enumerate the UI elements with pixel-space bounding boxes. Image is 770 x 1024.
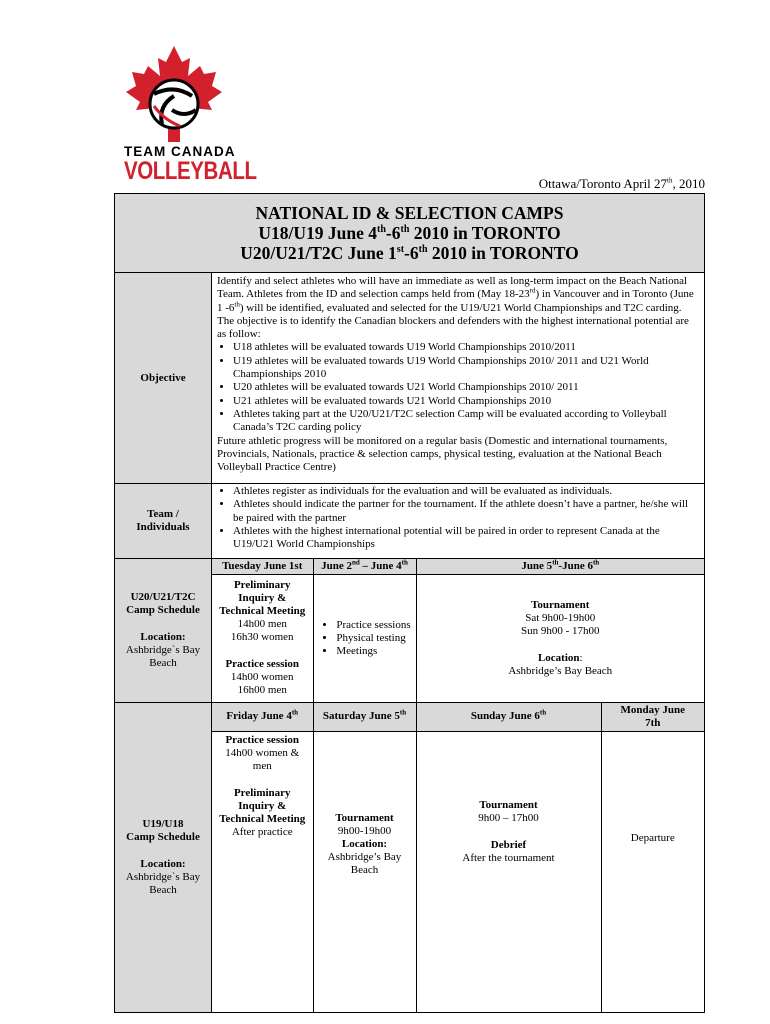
u20-activities-list xyxy=(318,619,410,658)
u19-header-day3: Sunday June 6th xyxy=(416,703,601,731)
u19-header-row xyxy=(212,703,704,731)
list-item: • Physical testing xyxy=(336,632,410,645)
maple-leaf-volleyball-icon xyxy=(118,44,230,146)
team-body xyxy=(212,484,705,559)
u20-label: U20/U21/T2C Camp Schedule Location: Ashbridge`s Bay Beach xyxy=(115,559,212,703)
u19-label: U19/U18 Camp Schedule Location: Ashbridge`s Bay Beach xyxy=(115,703,212,1013)
team-label: Team / Individuals xyxy=(115,484,212,559)
u19-day2-cell: Tournament 9h00-19h00 Location: Ashbridge’s Bay Beach xyxy=(313,731,416,1012)
list-item: • U20 athletes will be evaluated towards U21 World Championships 2010/ 2011 xyxy=(233,381,700,394)
u19-day1-cell: Practice session 14h00 women & men Preliminary Inquiry & Technical Meeting After practice xyxy=(212,731,313,1012)
title-row xyxy=(115,194,705,273)
u19-header-day4: Monday June 7th xyxy=(601,703,704,731)
list-item: • Athletes should indicate the partner for the tournament. If the athlete doesn’t have a partner, he/she will be paired with the partner xyxy=(233,498,700,525)
list-item: • Meetings xyxy=(336,645,410,658)
logo-text-volleyball: VOLLEYBALL xyxy=(124,157,257,185)
list-item: • U18 athletes will be evaluated towards U19 World Championships 2010/2011 xyxy=(233,341,700,354)
u19-header-day2: Saturday June 5th xyxy=(313,703,416,731)
u20-header-row xyxy=(212,559,704,574)
u20-header-day1: Tuesday June 1st xyxy=(212,559,313,574)
u20-schedule-table xyxy=(212,559,704,702)
objective-body xyxy=(212,273,705,484)
u20-day3-cell: Tournament Sat 9h00-19h00 Sun 9h00 - 17h00 Location: Ashbridge’s Bay Beach xyxy=(416,574,704,702)
team-list xyxy=(217,485,700,551)
objective-row xyxy=(115,273,705,484)
team-row xyxy=(115,484,705,559)
u19-day3-cell: Tournament 9h00 – 17h00 Debrief After the tournament xyxy=(416,731,601,1012)
u19-day4-cell: Departure xyxy=(601,731,704,1012)
u20-content-row xyxy=(212,574,704,702)
dateline: Ottawa/Toronto April 27th, 2010 xyxy=(538,176,705,191)
camp-info-table xyxy=(114,193,705,1013)
logo-text-team-canada: TEAM CANADA xyxy=(124,144,236,159)
list-item: • Practice sessions xyxy=(336,619,410,632)
list-item: • Athletes register as individuals for the evaluation and will be evaluated as individuals. xyxy=(233,485,700,498)
list-item: • U19 athletes will be evaluated towards U19 World Championships 2010/ 2011 and U21 World Championships 2010 xyxy=(233,355,700,382)
u19-schedule xyxy=(212,703,705,1013)
objective-outro: Future athletic progress will be monitored on a regular basis (Domestic and international tournaments, Provincials, Nationals, practice & selection camps, physical testing, evaluation at the National Beach Volleyball Practice Centre) xyxy=(217,434,668,474)
objective-label: Objective xyxy=(115,273,212,484)
u19-header-day1: Friday June 4th xyxy=(212,703,313,731)
list-item: • Athletes with the highest international potential will be paired in order to represent Canada at the U19/U21 World Championships xyxy=(233,525,700,552)
list-item: • Athletes taking part at the U20/U21/T2C selection Camp will be evaluated according to Volleyball Canada’s T2C carding policy xyxy=(233,408,700,435)
u20-header-day3: June 5th-June 6th xyxy=(416,559,704,574)
u20-schedule-row xyxy=(115,559,705,703)
u19-content-row xyxy=(212,731,704,1012)
u19-schedule-table xyxy=(212,703,704,1012)
u19-schedule-row xyxy=(115,703,705,1013)
u20-day2-cell xyxy=(313,574,416,702)
u20-day1-cell: Preliminary Inquiry & Technical Meeting 14h00 men 16h30 women Practice session 14h00 women 16h00 men xyxy=(212,574,313,702)
list-item: • U21 athletes will be evaluated towards U21 World Championships 2010 xyxy=(233,395,700,408)
page-title: NATIONAL ID & SELECTION CAMPS U18/U19 June 4th-6th 2010 in TORONTO U20/U21/T2C June 1st-6th 2010 in TORONTO xyxy=(115,194,705,273)
u20-schedule xyxy=(212,559,705,703)
objective-list xyxy=(217,341,700,434)
u20-header-day2: June 2nd – June 4th xyxy=(313,559,416,574)
objective-intro: Identify and select athletes who will have an immediate as well as long-term impact on the Beach National Team. Athletes from the ID and selection camps held from (May 18-23rd) in Vancouver and in Toronto (June 1 -6th) will be identified, evaluated and selected for the U19/U21 World Championships and T2C carding. The objective is to identify the Canadian blockers and defenders with the highest international potential are as follow: xyxy=(217,275,694,341)
